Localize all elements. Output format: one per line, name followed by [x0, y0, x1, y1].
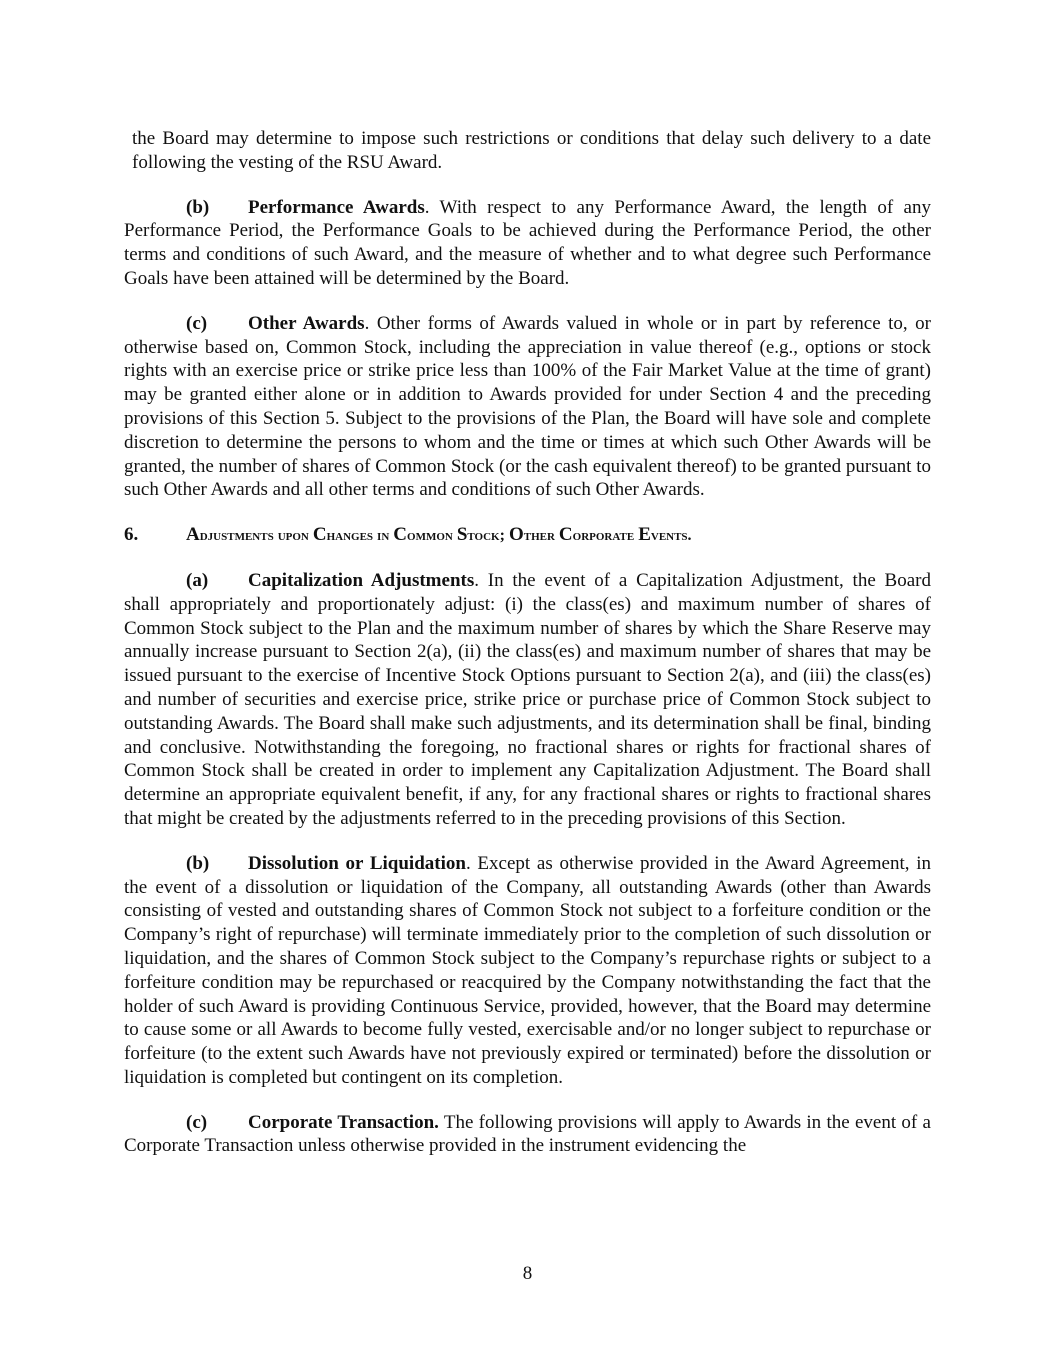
paragraph-title: Dissolution or Liquidation	[248, 852, 466, 874]
heading-part: djustments upon	[199, 527, 313, 545]
paragraph-text: The following provisions will apply to Awards in the event of a Corporate Transaction unless otherwise provided in the instrument evidencing the	[124, 1111, 931, 1157]
heading-part: ther	[523, 527, 559, 545]
heading-part: E	[638, 524, 651, 546]
heading-part: S	[456, 524, 468, 546]
heading-part: hanges in	[326, 527, 394, 545]
paragraph-text: . With respect to any Performance Award, the length of any Performance Period, the Performance Goals to be achieved during the Performance Period, the other terms and conditions of such Award, and the measure of whether and to what degree such Performance Goals have been attained will be determined by the Board.	[124, 196, 931, 289]
paragraph-text: . In the event of a Capitalization Adjustment, the Board shall appropriately and proportionately adjust: (i) the class(es) and maximum number of shares of Common Stock subject to the Plan and the maximum number of shares by which the Share Reserve may annually increase pursuant to Section 2(a), (ii) the class(es) and maximum number of shares that may be issued pursuant to the exercise of Incentive Stock Options pursuant to Section 2(a), and (iii) the class(es) and number of securities and exercise price, strike price or purchase price of Common Stock subject to outstanding Awards. The Board shall make such adjustments, and its determination shall be final, binding and conclusive. Notwithstanding the foregoing, no fractional shares or rights for fractional shares of Common Stock shall be created in order to implement any Capitalization Adjustment. The Board shall determine an appropriate equivalent benefit, if any, for any fractional shares or rights to fractional shares that might be created by the adjustments referred to in the preceding provisions of this Section.	[124, 569, 931, 829]
section-number: 6.	[124, 524, 139, 546]
paragraph-5c	[124, 312, 931, 502]
heading-part: ommon	[407, 527, 457, 545]
paragraph-5b	[124, 196, 931, 291]
heading-part: C	[558, 524, 573, 546]
paragraph-6a	[124, 569, 931, 831]
heading-part: C	[312, 524, 327, 546]
paragraph-title: Performance Awards	[248, 196, 425, 218]
paragraph-title: Capitalization Adjustments	[248, 569, 475, 591]
paragraph-label: (c)	[186, 1111, 208, 1133]
heading-part: vents.	[650, 527, 692, 545]
heading-part: A	[186, 524, 200, 546]
paragraph-title: Other Awards	[248, 312, 365, 334]
paragraph-label: (b)	[186, 852, 210, 874]
paragraph-6b	[124, 852, 931, 1090]
heading-part: tock;	[467, 527, 509, 545]
paragraph-label: (b)	[186, 196, 210, 218]
paragraph-title: Corporate Transaction.	[248, 1111, 439, 1133]
paragraph-6c	[124, 1111, 931, 1159]
heading-part: C	[393, 524, 408, 546]
page-number: 8	[522, 1263, 533, 1284]
heading-part: O	[508, 524, 524, 546]
paragraph-label: (c)	[186, 312, 208, 334]
document-page	[124, 127, 931, 1158]
continuation-paragraph: the Board may determine to impose such restrictions or conditions that delay such delivery to a date following the vesting of the RSU Award.	[132, 128, 931, 173]
paragraph-text: . Other forms of Awards valued in whole or in part by reference to, or otherwise based on, Common Stock, including the appreciation in value thereof (e.g., options or stock rights with an exercise price or strike price less than 100% of the Fair Market Value at the time of grant) may be granted either alone or in addition to Awards provided for under Section 4 and the preceding provisions of this Section 5. Subject to the provisions of the Plan, the Board will have sole and complete discretion to determine the persons to whom and the time or times at which such Other Awards will be granted, the number of shares of Common Stock (or the cash equivalent thereof) to be granted pursuant to such Other Awards and all other terms and conditions of such Other Awards.	[124, 312, 931, 501]
section-6-heading	[124, 523, 931, 548]
heading-part: orporate	[572, 527, 639, 545]
paragraph-text: . Except as otherwise provided in the Award Agreement, in the event of a dissolution or liquidation of the Company, all outstanding Awards (other than Awards consisting of vested and outstanding shares of Common Stock not subject to a forfeiture condition or the Company’s right of repurchase) will terminate immediately prior to the completion of such dissolution or liquidation, and the shares of Common Stock subject to the Company’s repurchase rights or subject to a forfeiture condition may be repurchased or reacquired by the Company notwithstanding the fact that the holder of such Award is providing Continuous Service, provided, however, that the Board may determine to cause some or all Awards to become fully vested, exercisable and/or no longer subject to repurchase or forfeiture (to the extent such Awards have not previously expired or terminated) before the dissolution or liquidation is completed but contingent on its completion.	[124, 852, 931, 1088]
paragraph-label: (a)	[186, 569, 209, 591]
